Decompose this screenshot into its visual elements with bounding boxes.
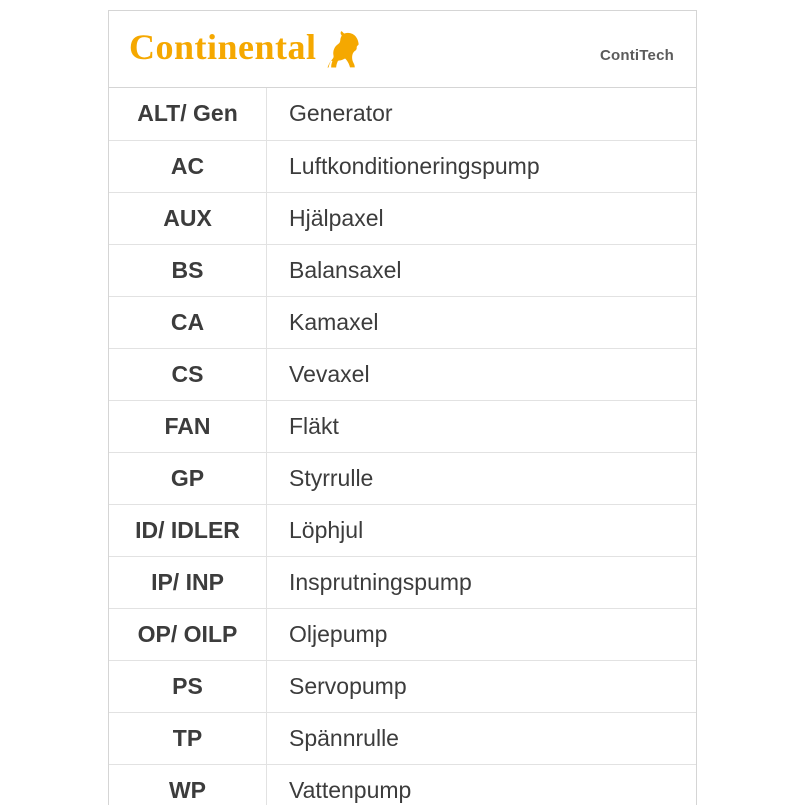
- table-row: [109, 400, 696, 452]
- table-row: [109, 504, 696, 556]
- row-description: Kamaxel: [267, 296, 697, 348]
- row-description: Löphjul: [267, 504, 697, 556]
- row-description: Fläkt: [267, 400, 697, 452]
- row-code: BS: [109, 244, 267, 296]
- row-code: ID/ IDLER: [109, 504, 267, 556]
- row-code: CS: [109, 348, 267, 400]
- table-row: [109, 712, 696, 764]
- abbreviation-table: [109, 88, 696, 805]
- row-description: Servopump: [267, 660, 697, 712]
- table-row: [109, 660, 696, 712]
- table-row: [109, 608, 696, 660]
- row-description: Hjälpaxel: [267, 192, 697, 244]
- row-code: IP/ INP: [109, 556, 267, 608]
- brand-header: [109, 11, 696, 88]
- row-code: WP: [109, 764, 267, 805]
- table-body: [109, 88, 696, 805]
- row-description: Insprutningspump: [267, 556, 697, 608]
- row-code: AUX: [109, 192, 267, 244]
- table-row: [109, 244, 696, 296]
- row-code: GP: [109, 452, 267, 504]
- prancing-horse-icon: [321, 29, 363, 74]
- table-row: [109, 452, 696, 504]
- row-description: Spännrulle: [267, 712, 697, 764]
- row-code: FAN: [109, 400, 267, 452]
- sub-brand-label: ContiTech: [599, 47, 674, 64]
- row-code: OP/ OILP: [109, 608, 267, 660]
- row-description: Vattenpump: [267, 764, 697, 805]
- row-description: Balansaxel: [267, 244, 697, 296]
- table-row: [109, 764, 696, 805]
- row-description: Vevaxel: [267, 348, 697, 400]
- row-code: TP: [109, 712, 267, 764]
- table-row: [109, 556, 696, 608]
- row-code: ALT/ Gen: [109, 88, 267, 140]
- continental-logo: [129, 27, 363, 74]
- abbreviation-card: [108, 10, 697, 805]
- table-row: [109, 192, 696, 244]
- row-code: AC: [109, 140, 267, 192]
- row-description: Oljepump: [267, 608, 697, 660]
- table-row: [109, 296, 696, 348]
- brand-wordmark: Continental: [129, 27, 317, 67]
- row-code: PS: [109, 660, 267, 712]
- table-row: [109, 348, 696, 400]
- table-row: [109, 88, 696, 140]
- row-description: Luftkonditioneringspump: [267, 140, 697, 192]
- row-code: CA: [109, 296, 267, 348]
- row-description: Styrrulle: [267, 452, 697, 504]
- table-row: [109, 140, 696, 192]
- row-description: Generator: [289, 100, 393, 127]
